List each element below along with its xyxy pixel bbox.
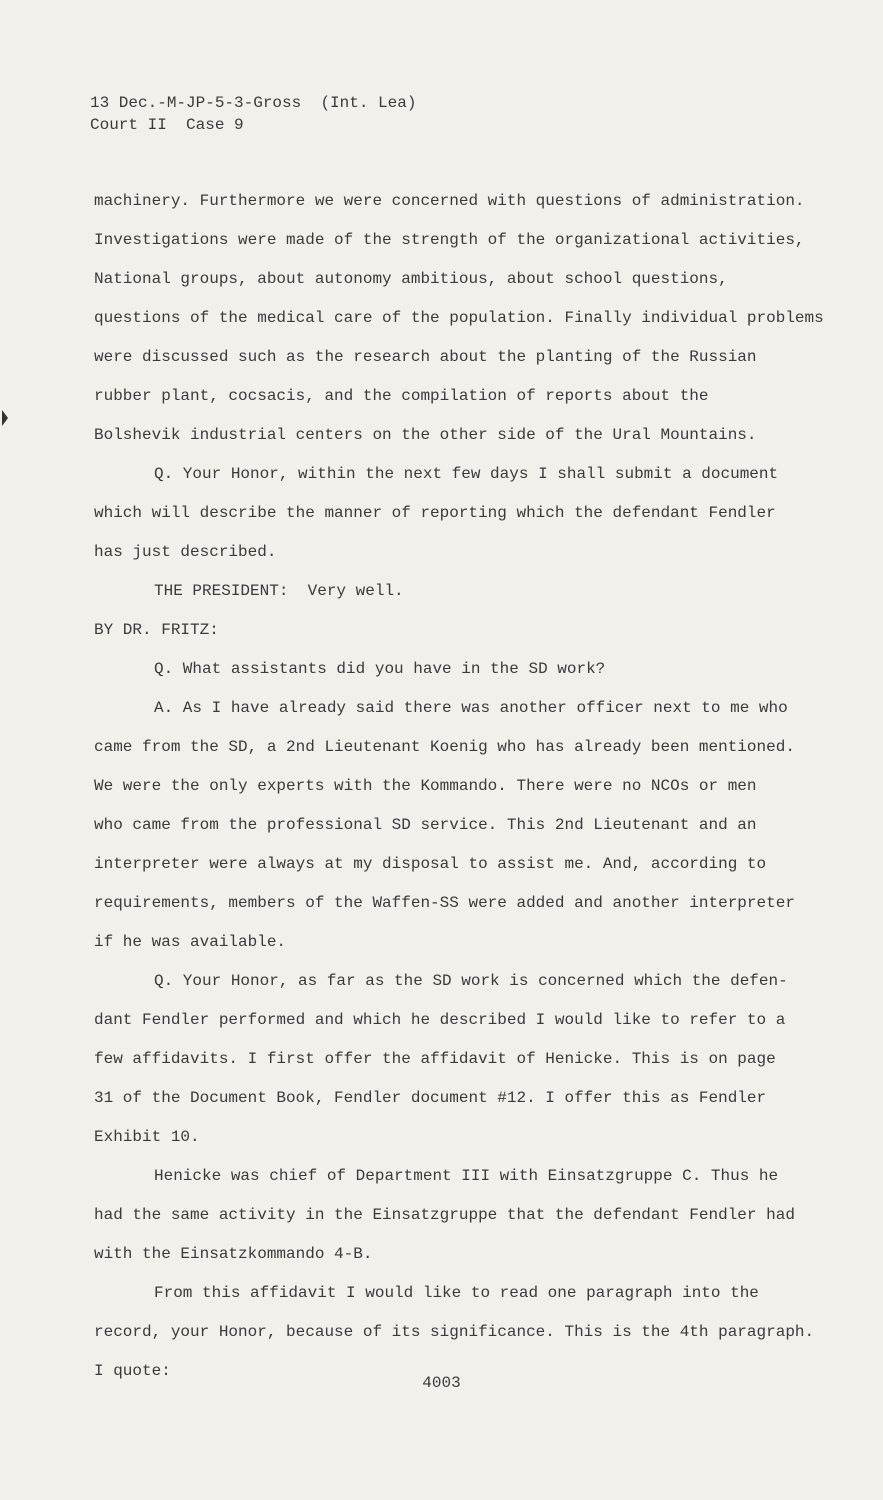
text-line: 31 of the Document Book, Fendler document #12. I offer this as Fendler [94, 1089, 767, 1107]
text-line: machinery. Furthermore we were concerned with questions of administration. [94, 192, 805, 210]
text-line: has just described. [94, 543, 277, 561]
header-line-court: Court II Case 9 [90, 116, 244, 134]
text-line: interpreter were always at my disposal to assist me. And, according to [94, 855, 767, 873]
text-line: Bolshevik industrial centers on the other side of the Ural Mountains. [94, 426, 757, 444]
text-line: Investigations were made of the strength of the organizational activities, [94, 231, 805, 249]
text-line: National groups, about autonomy ambitious, about school questions, [94, 270, 728, 288]
text-line: I quote: [94, 1362, 171, 1380]
text-line: record, your Honor, because of its significance. This is the 4th paragraph. [94, 1323, 815, 1341]
text-line: We were the only experts with the Kommando. There were no NCOs or men [94, 777, 757, 795]
text-line: which will describe the manner of reporting which the defendant Fendler [94, 504, 776, 522]
text-line: if he was available. [94, 933, 287, 951]
text-line: THE PRESIDENT: Very well. [154, 582, 404, 600]
text-line: BY DR. FRITZ: [94, 621, 219, 639]
page-number: 4003 [422, 1374, 461, 1392]
text-line: dant Fendler performed and which he described I would like to refer to a [94, 1011, 786, 1029]
text-line: From this affidavit I would like to read one paragraph into the [154, 1284, 759, 1302]
text-line: few affidavits. I first offer the affidavit of Henicke. This is on page [94, 1050, 776, 1068]
document-header [90, 92, 416, 136]
text-line: had the same activity in the Einsatzgruppe that the defendant Fendler had [94, 1206, 795, 1224]
text-line: Q. What assistants did you have in the SD work? [154, 660, 606, 678]
text-line: A. As I have already said there was another officer next to me who [154, 699, 788, 717]
margin-mark [2, 410, 8, 426]
text-line: requirements, members of the Waffen-SS were added and another interpreter [94, 894, 795, 912]
text-line: Q. Your Honor, within the next few days I shall submit a document [154, 465, 779, 483]
text-line: who came from the professional SD service. This 2nd Lieutenant and an [94, 816, 757, 834]
text-line: rubber plant, cocsacis, and the compilation of reports about the [94, 387, 709, 405]
document-body [94, 182, 834, 1391]
text-line: Exhibit 10. [94, 1128, 200, 1146]
text-line: with the Einsatzkommando 4-B. [94, 1245, 373, 1263]
text-line: questions of the medical care of the population. Finally individual problems [94, 309, 824, 327]
text-line: were discussed such as the research about the planting of the Russian [94, 348, 757, 366]
text-line: Q. Your Honor, as far as the SD work is concerned which the defen- [154, 972, 788, 990]
text-line: Henicke was chief of Department III with Einsatzgruppe C. Thus he [154, 1167, 779, 1185]
text-line: came from the SD, a 2nd Lieutenant Koenig who has already been mentioned. [94, 738, 795, 756]
header-line-session: 13 Dec.-M-JP-5-3-Gross (Int. Lea) [90, 94, 417, 112]
